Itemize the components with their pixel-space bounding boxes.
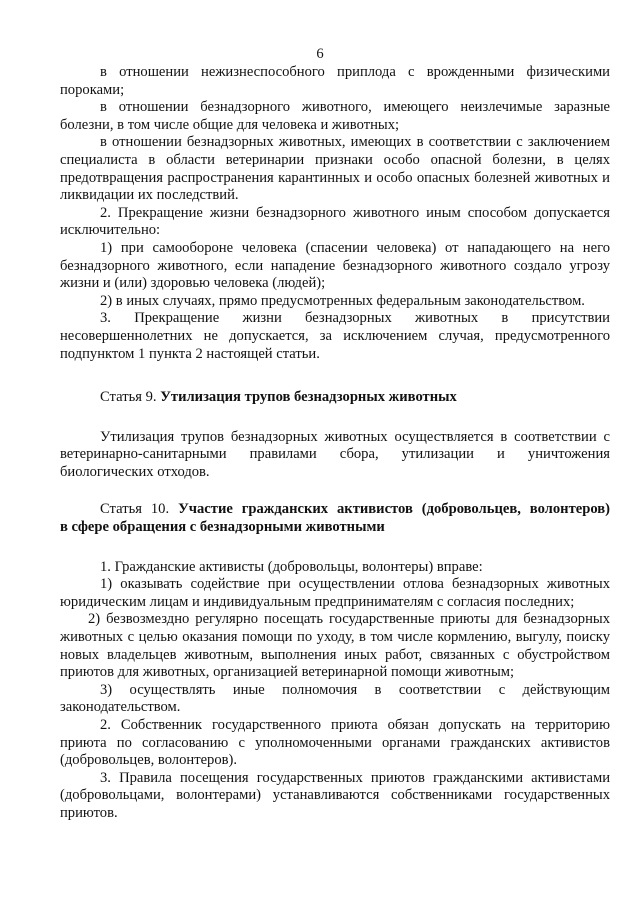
paragraph-dangerous-disease: в отношении безнадзорных животных, имеющих в соответствии с заключением специалиста в области ветеринарии признаки особо опасной болезни, в целях предотвращения распространения карантинных и особо опасных болезней животных и ликвидации их последствий. [60,134,610,204]
article-10-p1-item-2: 2) безвозмездно регулярно посещать государственные приюты для безнадзорных животных с целью оказания помощи по уходу, в том числе кормлению, выгулу, поиску новых владельцев животным, выполнения иных работ, связанных с обустройством приютов для животных, организацией ветеринарной помощи животным; [60,611,610,681]
article-10-heading [60,501,610,519]
article-9-text: Утилизация трупов безнадзорных животных осуществляется в соответствии с ветеринарно-санитарными правилами сбора, утилизации и уничтожения биологических отходов. [60,428,610,480]
paragraph-incurable: в отношении безнадзорного животного, имеющего неизлечимые заразные болезни, в том числе общие для человека и животных; [60,99,610,133]
paragraph-2-intro: 2. Прекращение жизни безнадзорного животного иным способом допускается исключительно: [60,204,610,239]
paragraph-2-item-2: 2) в иных случаях, прямо предусмотренных федеральным законодательством. [100,292,585,309]
article-10-p1-intro: 1. Гражданские активисты (добровольцы, волонтеры) вправе: [100,558,483,575]
paragraph-stillborn: в отношении нежизнеспособного приплода с врожденными физическими пороками; [60,64,610,98]
paragraph-2-item-1: 1) при самообороне человека (спасении человека) от нападающего на него безнадзорного животного, если нападение безнадзорного животного создало угрозу жизни и (или) здоровью человека (людей); [60,239,610,292]
article-10-p1-item-1: 1) оказывать содействие при осуществлении отлова безнадзорных животных юридическим лицам и индивидуальным предпринимателям с согласия последних; [60,576,610,610]
paragraph-3: 3. Прекращение жизни безнадзорных животных в присутствии несовершеннолетних не допускается, за исключением случая, предусмотренного подпунктом 1 пункта 2 настоящей статьи. [60,310,610,362]
article-10-p2: 2. Собственник государственного приюта обязан допускать на территорию приюта по согласованию с уполномоченными органами гражданских активистов (добровольцев, волонтеров). [60,717,610,769]
article-10-prefix: Статья 10. [100,501,179,518]
page-number: 6 [316,46,324,62]
article-9-prefix: Статья 9. [100,389,161,406]
article-10-title-line1: Участие гражданских активистов (добровольцев, волонтеров) [178,501,611,518]
document-body [60,64,610,823]
article-9-heading [60,389,610,407]
article-9-title: Утилизация трупов безнадзорных животных [160,389,457,406]
article-10-p3: 3. Правила посещения государственных приютов гражданскими активистами (добровольцами, волонтерами) устанавливаются собственниками государственных приютов. [60,769,610,821]
article-10-title-line2: в сфере обращения с безнадзорными животными [60,519,385,536]
article-10-p1-item-3: 3) осуществлять иные полномочия в соответствии с действующим законодательством. [60,681,610,716]
